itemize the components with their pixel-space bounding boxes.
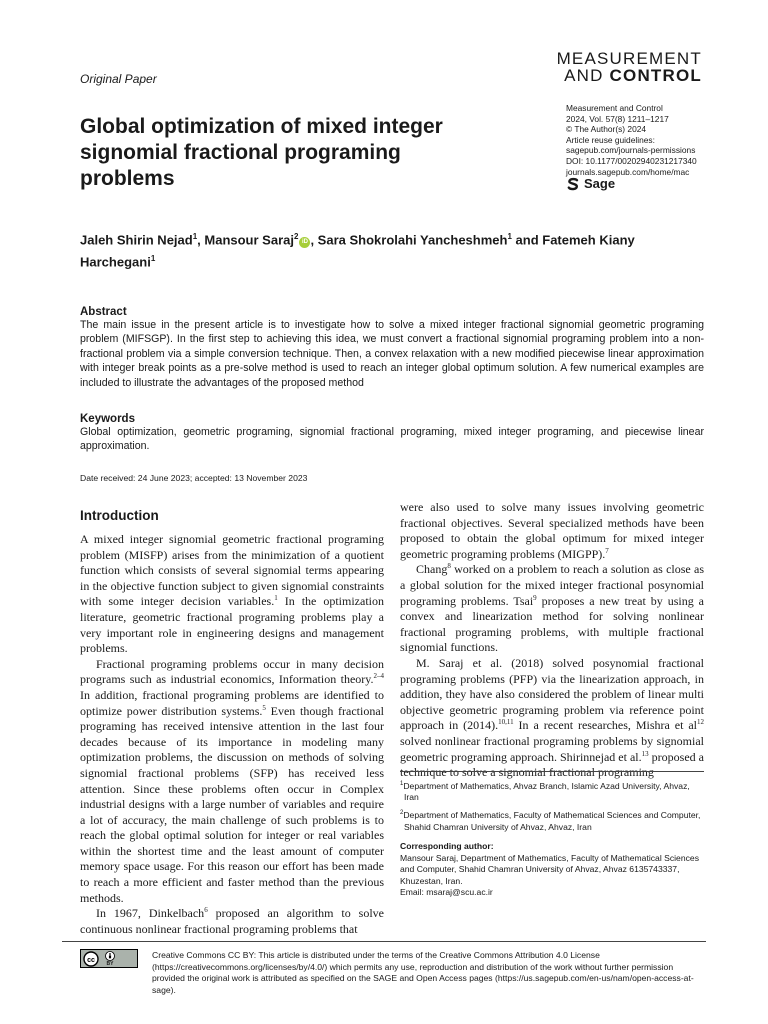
author-affiliation-marker: 1 — [192, 232, 198, 241]
journal-meta — [566, 103, 746, 177]
author-separator: , — [197, 232, 205, 248]
author-affiliation-marker: 1 — [507, 232, 512, 241]
body-paragraph — [400, 562, 704, 656]
citation-ref[interactable]: 7 — [605, 546, 609, 555]
body-paragraph — [400, 656, 704, 781]
introduction-heading: Introduction — [80, 508, 159, 523]
paragraph-text: In a recent researches, Mishra et al — [513, 718, 697, 733]
footnotes — [400, 779, 704, 899]
body-paragraph — [80, 657, 384, 907]
meta-volume: 2024, Vol. 57(8) 1211–1217 — [566, 113, 669, 124]
abstract-text: The main issue in the present article is to investigate how to solve a mixed integer fractional signomial geometric programing problem (MIFSGP). In the first step to achieving this idea, we must convert a fractional signomial programing problem into a non-fractional problem via a simple conversion technique. Then, a convex relaxation with a new modified piecewise linear approximation with integer break points as a pre-solve method is used to reach an integer global optimum solution. A few numerical examples are included to illustrate the advantages of the proposed method — [80, 319, 704, 389]
meta-journal: Measurement and Control — [566, 103, 663, 113]
citation-ref[interactable]: 6 — [204, 906, 208, 915]
body-column-right — [400, 500, 704, 781]
journal-logo-line1: MEASUREMENT — [556, 49, 702, 68]
journal-logo-line2 — [557, 67, 702, 84]
orcid-icon[interactable]: iD — [299, 237, 310, 248]
affiliation-num-1: 1 — [400, 781, 404, 787]
paragraph-text: In 1967, Dinkelbach — [96, 906, 205, 921]
meta-doi[interactable]: DOI: 10.1177/00202940231217340 — [566, 155, 697, 166]
author-name: Jaleh Shirin Nejad — [80, 232, 193, 248]
paragraph-text: Chang — [416, 562, 448, 577]
keywords-section — [80, 413, 704, 454]
cc-by-label: BY — [106, 960, 114, 967]
journal-logo — [557, 50, 702, 84]
journal-logo-line2-a: AND — [564, 66, 610, 85]
article-title: Global optimization of mixed integer signomial fractional programing problems — [80, 115, 443, 190]
affiliation-note-2 — [400, 808, 704, 833]
corresponding-author-email[interactable]: Email: msaraj@scu.ac.ir — [400, 887, 493, 898]
cc-by-badge[interactable] — [80, 949, 138, 968]
keywords-text: Global optimization, geometric programing, signomial fractional programing, mixed integer programing, and piecewise linear approximation. — [80, 426, 704, 453]
abstract-section — [80, 306, 704, 390]
meta-homepage-link[interactable]: journals.sagepub.com/home/mac — [566, 166, 690, 177]
article-dates: Date received: 24 June 2023; accepted: 13 November 2023 — [80, 473, 308, 483]
affiliation-text-1: Department of Mathematics, Ahvaz Branch, Islamic Azad University, Ahvaz, Iran — [403, 780, 690, 803]
paragraph-text: M. Saraj et al. (2018) solved posynomial fractional programing problems (PFP) via the linearization approach, in addition, they have also considered the problem of linear multi objective geometric programing problem via reference point approach in (2014). — [400, 655, 704, 733]
corresponding-author-text: Mansour Saraj, Department of Mathematics, Faculty of Mathematical Sciences and Computer, Shahid Chamran University of Ahvaz, Ahvaz 6135743337, Khuzestan, Iran. — [400, 852, 699, 886]
author-separator: and — [511, 232, 543, 248]
publisher-name: Sage — [584, 176, 616, 191]
citation-ref[interactable]: 1 — [274, 594, 278, 603]
citation-ref[interactable]: 12 — [696, 718, 704, 727]
meta-copyright: © The Author(s) 2024 — [566, 124, 647, 135]
citation-ref[interactable]: 5 — [262, 703, 266, 712]
publisher-logo — [566, 176, 615, 191]
keywords-heading: Keywords — [80, 413, 135, 425]
paragraph-text: proposed a technique to solve a signomial fractional programing — [400, 749, 704, 780]
author-separator: , — [310, 232, 318, 248]
paragraph-text: In addition, fractional programing problems are identified to optimize power distribution systems. — [80, 687, 384, 718]
citation-ref[interactable]: 8 — [447, 562, 451, 571]
author-name: Mansour Saraj — [204, 232, 294, 248]
author-name: Fatemeh Kiany Harchegani — [80, 232, 635, 270]
author-affiliation-marker: 2 — [293, 232, 299, 241]
citation-ref[interactable]: 2–4 — [373, 672, 384, 681]
meta-reuse-link[interactable]: sagepub.com/journals-permissions — [566, 145, 696, 156]
body-paragraph — [400, 500, 704, 562]
abstract-heading: Abstract — [80, 306, 127, 318]
affiliation-text-2: Department of Mathematics, Faculty of Mathematical Sciences and Computer, Shahid Chamran University of Ahvaz, Ahvaz, Iran — [403, 809, 701, 832]
paragraph-text: Even though fractional programing has received intensive attention in the last four decades because of its importance in modeling many optimization problems, the discussion on methods of solving signomial fractional problems (SFP) has received less attention. Since these problems often occur in Complex industrial designs with a large number of variables and require a lot of accuracy, the main challenge of such problems is to reach the global optimal solution for integer or real variables within the shortest time and the least amount of computer memory space usage. For this reason our effort has been made to reach a more efficient and faster method than the previous methods. — [80, 703, 384, 905]
section-label: Original Paper — [80, 72, 157, 86]
paragraph-text: worked on a problem to reach a solution as close as a global solution for the mixed integer fractional posynomial programing problems. Tsai — [400, 562, 704, 608]
svg-text:cc: cc — [87, 956, 95, 964]
paragraph-text: Fractional programing problems occur in many decision programs such as industrial economics, Information theory. — [80, 656, 384, 687]
paragraph-text: proposes a new treat by using a convex and linearization method for solving nonlinear fractional programing problems, with multiple fractional signomial functions. — [400, 593, 704, 655]
affiliation-num-2: 2 — [400, 810, 404, 817]
citation-ref[interactable]: 10,11 — [498, 718, 514, 727]
license-statement: Creative Commons CC BY: This article is distributed under the terms of the Creative Commons Attribution 4.0 License (https://creativecommons.org/licenses/by/4.0/) which permits any use, reproduction and distribution of the work without further permission provided the original work is attributed as specified on the SAGE and Open Access pages (https://us.sagepub.com/en-us/nam/open-access-at-sage). — [152, 950, 694, 995]
author-list — [80, 227, 640, 272]
paragraph-text: were also used to solve many issues involving geometric fractional objectives. Several specialized methods have been proposed to obtain the global optimum for mixed integer geometric programing problems (MIGPP). — [400, 500, 704, 561]
author-affiliation-marker: 1 — [150, 254, 156, 264]
corresponding-author-label: Corresponding author: — [400, 841, 494, 852]
creative-commons-icon — [83, 951, 99, 967]
license-text — [80, 950, 704, 996]
citation-ref[interactable]: 13 — [641, 749, 649, 758]
body-paragraph — [80, 906, 384, 937]
paragraph-text: solved nonlinear fractional programing problems by signomial geometric programing approach. Shirinnejad et al. — [400, 733, 704, 764]
affiliation-note-1 — [400, 779, 704, 804]
sage-s-icon — [566, 177, 580, 191]
paragraph-text: In the optimization literature, geometric fractional programing problems play a very important role in engineering designs and management problems. — [80, 594, 384, 656]
paragraph-text: A mixed integer signomial geometric fractional programing problem (MISFP) arises from the minimization of a quotient function which consists of several signomial terms appearing in the objective function subject to given signomial constraints with some integer decision variables. — [80, 532, 384, 609]
journal-logo-line2-b: CONTROL — [609, 66, 702, 85]
author-name: Sara Shokrolahi Yancheshmeh — [317, 232, 508, 248]
paragraph-text: proposed an algorithm to solve continuous nonlinear fractional programing problems that — [80, 906, 385, 936]
attribution-person-icon — [105, 951, 115, 961]
body-paragraph — [80, 532, 384, 657]
meta-reuse-label: Article reuse guidelines: — [566, 134, 655, 145]
body-column-left — [80, 532, 384, 937]
license-divider — [62, 941, 706, 942]
citation-ref[interactable]: 9 — [533, 593, 537, 602]
footnote-divider — [400, 771, 704, 772]
